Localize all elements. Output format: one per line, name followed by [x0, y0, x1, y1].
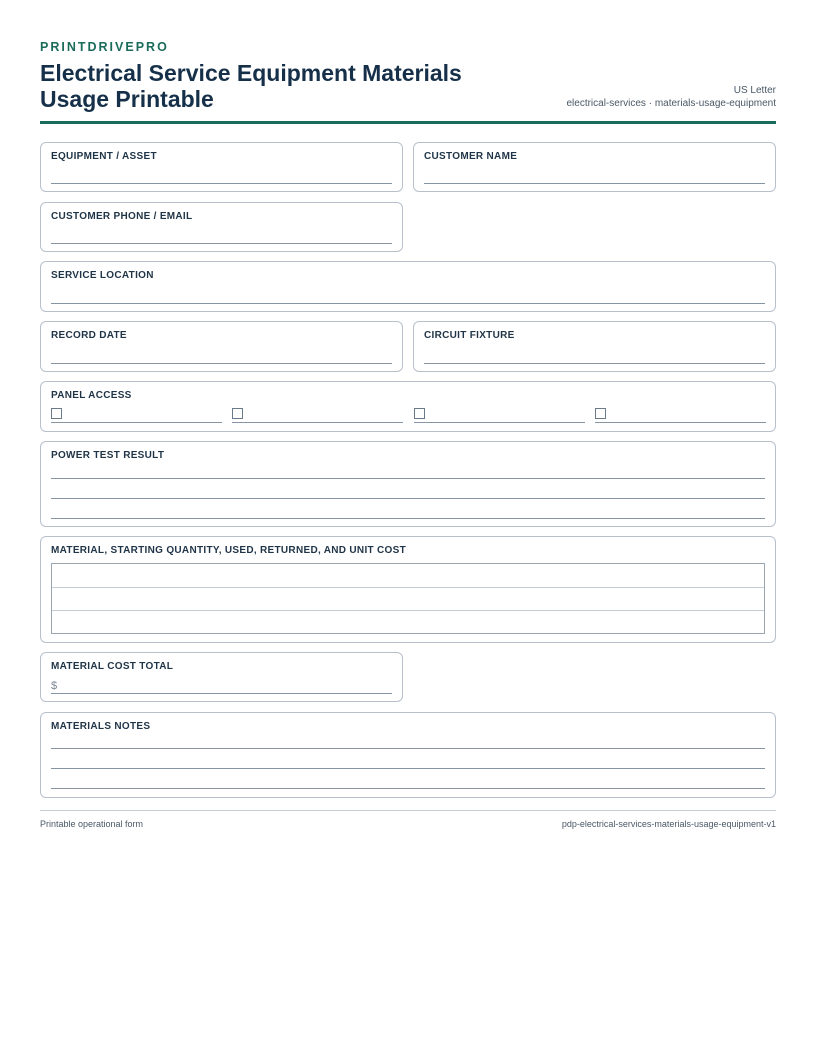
equipment-asset-label: EQUIPMENT / ASSET: [51, 151, 157, 162]
panel-access-checkbox-3[interactable]: [414, 408, 425, 419]
record-date-label: RECORD DATE: [51, 330, 127, 341]
panel-access-option-line[interactable]: [414, 422, 585, 423]
form-meta: [566, 84, 776, 110]
footer-divider: [40, 810, 776, 811]
circuit-fixture-field: [413, 321, 776, 372]
materials-notes-line[interactable]: [51, 788, 765, 789]
table-row[interactable]: [52, 588, 764, 610]
materials-table-field: [40, 536, 776, 643]
service-location-field: [40, 261, 776, 312]
panel-access-checkbox-2[interactable]: [232, 408, 243, 419]
form-id: pdp-electrical-services-materials-usage-equipment-v1: [561, 819, 776, 829]
power-test-result-line[interactable]: [51, 498, 765, 499]
panel-access-checkbox-4[interactable]: [595, 408, 606, 419]
table-row[interactable]: [52, 564, 764, 587]
paper-size: US Letter: [733, 85, 776, 96]
panel-access-option-line[interactable]: [595, 422, 766, 423]
panel-access-option: [595, 408, 766, 423]
equipment-asset-input[interactable]: [51, 183, 392, 184]
panel-access-field: [40, 381, 776, 432]
power-test-result-field: [40, 441, 776, 527]
category-path: electrical-services · materials-usage-equipment: [566, 98, 776, 109]
service-location-input[interactable]: [51, 303, 765, 304]
customer-contact-label: CUSTOMER PHONE / EMAIL: [51, 211, 193, 222]
power-test-result-label: POWER TEST RESULT: [51, 450, 165, 461]
currency-symbol: $: [51, 680, 58, 692]
materials-notes-field: [40, 712, 776, 798]
panel-access-option: [51, 408, 222, 423]
equipment-asset-field: [40, 142, 403, 192]
footer-caption: Printable operational form: [40, 819, 144, 829]
record-date-field: [40, 321, 403, 372]
customer-contact-field: [40, 202, 403, 252]
panel-access-option: [414, 408, 585, 423]
materials-notes-line[interactable]: [51, 768, 765, 769]
form-header: [40, 0, 776, 124]
panel-access-option-line[interactable]: [51, 422, 222, 423]
power-test-result-line[interactable]: [51, 478, 765, 479]
materials-table: [51, 563, 765, 634]
panel-access-label: PANEL ACCESS: [51, 390, 132, 401]
material-cost-total-input[interactable]: [51, 693, 392, 694]
customer-contact-input[interactable]: [51, 243, 392, 244]
brand-name: PRINTDRIVEPRO: [40, 40, 169, 54]
customer-name-input[interactable]: [424, 183, 765, 184]
table-row[interactable]: [52, 611, 764, 633]
customer-name-field: [413, 142, 776, 192]
materials-notes-line[interactable]: [51, 748, 765, 749]
panel-access-option: [232, 408, 403, 423]
material-cost-total-label: MATERIAL COST TOTAL: [51, 661, 174, 672]
circuit-fixture-label: CIRCUIT FIXTURE: [424, 330, 515, 341]
material-cost-total-field: [40, 652, 403, 702]
service-location-label: SERVICE LOCATION: [51, 270, 154, 281]
customer-name-label: CUSTOMER NAME: [424, 151, 518, 162]
form-title: Electrical Service Equipment Materials Usage Printable: [40, 60, 462, 112]
panel-access-checkbox-1[interactable]: [51, 408, 62, 419]
power-test-result-line[interactable]: [51, 518, 765, 519]
materials-notes-label: MATERIALS NOTES: [51, 721, 151, 732]
record-date-input[interactable]: [51, 363, 392, 364]
circuit-fixture-input[interactable]: [424, 363, 765, 364]
materials-table-label: MATERIAL, STARTING QUANTITY, USED, RETURNED, AND UNIT COST: [51, 545, 406, 556]
form-page: [40, 0, 776, 829]
panel-access-option-line[interactable]: [232, 422, 403, 423]
